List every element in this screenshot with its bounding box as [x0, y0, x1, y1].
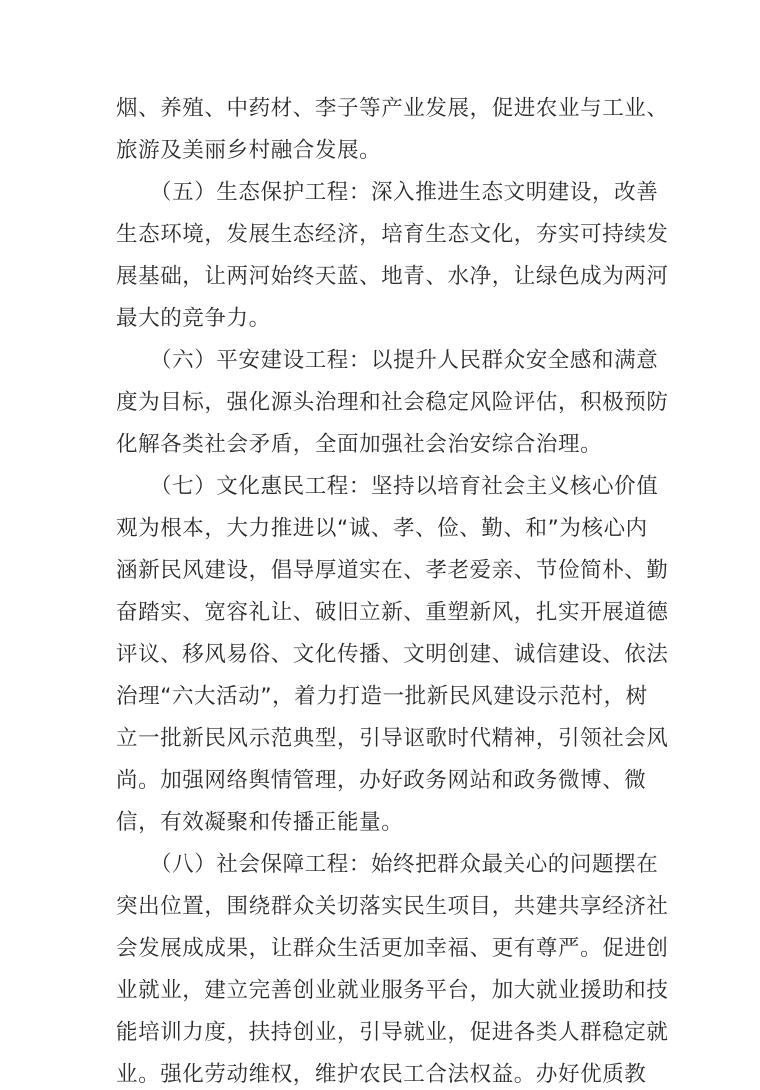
text-line: 旅游及美丽乡村融合发展。 [116, 138, 382, 163]
text-line: 尚。加强网络舆情管理，办好政务网站和政务微博、微 [116, 768, 647, 793]
text-line: 展基础，让两河始终天蓝、地青、水净，让绿色成为两河 [116, 264, 669, 289]
paragraph-heading-seven: （七）文化惠民工程：坚持以培育社会主义核心价值 [150, 474, 659, 499]
text-line: 烟、养殖、中药材、李子等产业发展，促进农业与工业、 [116, 96, 669, 121]
text-line: 会发展成成果，让群众生活更加幸福、更有尊严。促进创 [116, 936, 669, 961]
text-line: 治理“六大活动”，着力打造一批新民风建设示范村，树 [116, 684, 648, 709]
text-line: 业。强化劳动维权，维护农民工合法权益。办好优质教 [116, 1062, 647, 1087]
text-line: 立一批新民风示范典型，引导讴歌时代精神，引领社会风 [116, 726, 669, 751]
paragraph-heading-eight: （八）社会保障工程：始终把群众最关心的问题摆在 [150, 852, 659, 877]
text-line: 化解各类社会矛盾，全面加强社会治安综合治理。 [116, 432, 603, 457]
text-line: 观为根本，大力推进以“诚、孝、俭、勤、和”为核心内 [116, 516, 648, 541]
text-line: 涵新民风建设，倡导厚道实在、孝老爱亲、节俭简朴、勤 [116, 558, 669, 583]
text-line: 奋踏实、宽容礼让、破旧立新、重塑新风，扎实开展道德 [116, 600, 669, 625]
text-line: 突出位置，围绕群众关切落实民生项目，共建共享经济社 [116, 894, 669, 919]
text-line: 生态环境，发展生态经济，培育生态文化，夯实可持续发 [116, 222, 669, 247]
text-line: 度为目标，强化源头治理和社会稳定风险评估，积极预防 [116, 390, 669, 415]
text-line: 业就业，建立完善创业就业服务平台，加大就业援助和技 [116, 978, 669, 1003]
text-line: 信，有效凝聚和传播正能量。 [116, 810, 404, 835]
text-line: 评议、移风易俗、文化传播、文明创建、诚信建设、依法 [116, 642, 669, 667]
text-line: 最大的竞争力。 [116, 306, 271, 331]
paragraph-heading-five: （五）生态保护工程：深入推进生态文明建设，改善 [150, 180, 659, 205]
text-line: 能培训力度，扶持创业，引导就业，促进各类人群稳定就 [116, 1020, 669, 1045]
paragraph-heading-six: （六）平安建设工程：以提升人民群众安全感和满意 [150, 348, 659, 373]
